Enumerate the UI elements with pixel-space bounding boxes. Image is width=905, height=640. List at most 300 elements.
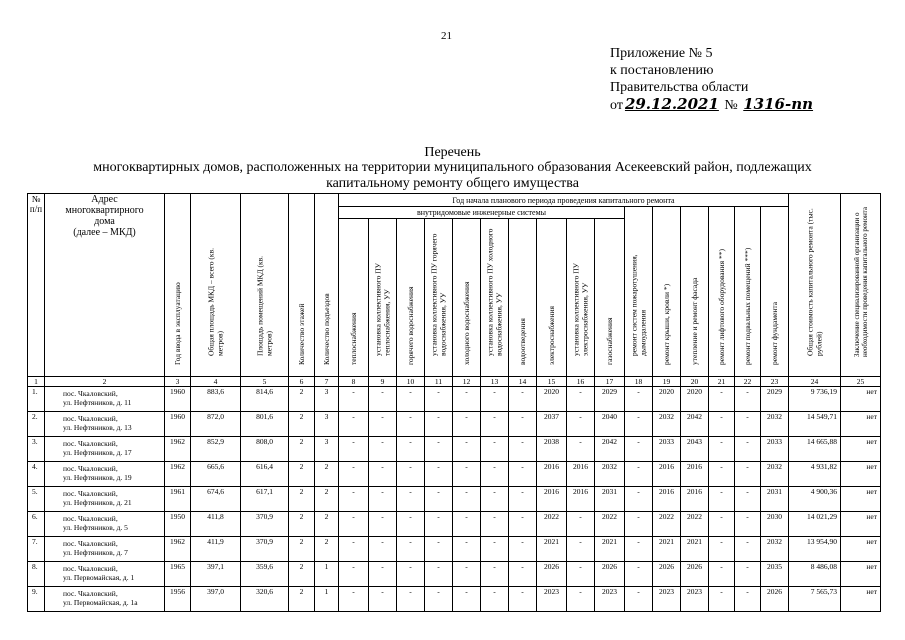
row-number: 7. bbox=[28, 537, 45, 562]
row-cell: - bbox=[481, 462, 509, 487]
row-address bbox=[45, 437, 165, 462]
row-cell: - bbox=[509, 412, 537, 437]
row-cell: 2 bbox=[289, 562, 315, 587]
row-cell: - bbox=[369, 562, 397, 587]
row-cell: 2026 bbox=[537, 562, 567, 587]
column-number-cell: 14 bbox=[509, 377, 537, 387]
row-number: 6. bbox=[28, 512, 45, 537]
row-cell: - bbox=[709, 512, 735, 537]
row-cell: нет bbox=[841, 487, 881, 512]
column-number-cell: 17 bbox=[595, 377, 625, 387]
row-cell: 1956 bbox=[165, 587, 191, 612]
row-cell: - bbox=[453, 512, 481, 537]
row-cell: - bbox=[509, 487, 537, 512]
row-cell: 1950 bbox=[165, 512, 191, 537]
address-settlement: пос. Чкаловский, bbox=[63, 489, 118, 498]
row-cell: 14 549,71 bbox=[789, 412, 841, 437]
table-row bbox=[28, 437, 881, 462]
row-cell: 2026 bbox=[761, 587, 789, 612]
row-cell: 2016 bbox=[653, 462, 681, 487]
row-cell: 2020 bbox=[653, 387, 681, 412]
row-address bbox=[45, 462, 165, 487]
row-cell: 814,6 bbox=[241, 387, 289, 412]
row-cell: - bbox=[453, 562, 481, 587]
column-numbers-row bbox=[28, 377, 881, 387]
header-c18: ремонт систем пожаротушения, дымоудаления bbox=[625, 207, 653, 377]
address-street: ул. Нефтяников, д. 11 bbox=[63, 398, 132, 407]
row-cell: 2021 bbox=[537, 537, 567, 562]
row-cell: 2032 bbox=[595, 462, 625, 487]
row-cell: 2 bbox=[289, 512, 315, 537]
row-cell: нет bbox=[841, 437, 881, 462]
address-street: ул. Нефтяников, д. 5 bbox=[63, 523, 128, 532]
header-c16: установка коллективного ПУ электроснабжения, УУ bbox=[567, 219, 595, 377]
row-cell: 2020 bbox=[681, 387, 709, 412]
appendix-line-2: к постановлению bbox=[610, 63, 714, 78]
row-cell: - bbox=[567, 437, 595, 462]
row-number: 8. bbox=[28, 562, 45, 587]
header-c23: ремонт фундамента bbox=[761, 207, 789, 377]
row-cell: 2 bbox=[289, 587, 315, 612]
row-number: 2. bbox=[28, 412, 45, 437]
row-cell: 2 bbox=[315, 537, 339, 562]
row-cell: 2 bbox=[289, 537, 315, 562]
address-street: ул. Нефтяников, д. 7 bbox=[63, 548, 128, 557]
row-cell: 9 736,19 bbox=[789, 387, 841, 412]
row-cell: 2026 bbox=[681, 562, 709, 587]
row-cell: - bbox=[397, 512, 425, 537]
column-number-cell: 1 bbox=[28, 377, 45, 387]
row-cell: 2022 bbox=[653, 512, 681, 537]
row-cell: 4 900,36 bbox=[789, 487, 841, 512]
row-cell: - bbox=[397, 537, 425, 562]
houses-table bbox=[27, 193, 881, 612]
row-cell: 397,1 bbox=[191, 562, 241, 587]
row-cell: - bbox=[735, 512, 761, 537]
row-cell: 883,6 bbox=[191, 387, 241, 412]
row-cell: 2023 bbox=[537, 587, 567, 612]
row-cell: 14 665,88 bbox=[789, 437, 841, 462]
doc-subtitle-1: многоквартирных домов, расположенных на территории муниципального образования Асекеевский район, подлежащих bbox=[93, 160, 812, 175]
row-cell: - bbox=[481, 537, 509, 562]
row-cell: - bbox=[339, 387, 369, 412]
row-cell: 2042 bbox=[681, 412, 709, 437]
row-cell: - bbox=[709, 587, 735, 612]
row-cell: 617,1 bbox=[241, 487, 289, 512]
row-cell: 2016 bbox=[537, 487, 567, 512]
row-cell: - bbox=[709, 562, 735, 587]
row-cell: - bbox=[625, 387, 653, 412]
row-cell: - bbox=[425, 512, 453, 537]
row-address bbox=[45, 412, 165, 437]
appendix-line-1: Приложение № 5 bbox=[610, 46, 713, 61]
row-cell: - bbox=[735, 437, 761, 462]
row-cell: 397,0 bbox=[191, 587, 241, 612]
row-cell: нет bbox=[841, 412, 881, 437]
header-floors: Количество этажей bbox=[289, 194, 315, 377]
row-cell: 2 bbox=[289, 437, 315, 462]
address-settlement: пос. Чкаловский, bbox=[63, 464, 118, 473]
table-row bbox=[28, 487, 881, 512]
appendix-line-3: Правительства области bbox=[610, 80, 749, 95]
row-number: 9. bbox=[28, 587, 45, 612]
header-c22: ремонт подвальных помещений ***) bbox=[735, 207, 761, 377]
column-number-cell: 5 bbox=[241, 377, 289, 387]
header-c17: газоснабжения bbox=[595, 219, 625, 377]
row-cell: 411,9 bbox=[191, 537, 241, 562]
row-cell: 2037 bbox=[537, 412, 567, 437]
column-number-cell: 2 bbox=[45, 377, 165, 387]
table-row bbox=[28, 587, 881, 612]
column-number-cell: 6 bbox=[289, 377, 315, 387]
row-cell: 3 bbox=[315, 437, 339, 462]
page-number: 21 bbox=[441, 30, 452, 42]
row-cell: 808,0 bbox=[241, 437, 289, 462]
row-cell: 2022 bbox=[681, 512, 709, 537]
row-cell: 359,6 bbox=[241, 562, 289, 587]
row-cell: 2031 bbox=[761, 487, 789, 512]
address-settlement: пос. Чкаловский, bbox=[63, 514, 118, 523]
column-number-cell: 9 bbox=[369, 377, 397, 387]
row-cell: 2 bbox=[315, 462, 339, 487]
row-number: 4. bbox=[28, 462, 45, 487]
row-cell: 1961 bbox=[165, 487, 191, 512]
row-cell: - bbox=[567, 387, 595, 412]
row-cell: 2026 bbox=[595, 562, 625, 587]
row-cell: 2032 bbox=[761, 412, 789, 437]
row-address bbox=[45, 512, 165, 537]
address-street: ул. Нефтяников, д. 13 bbox=[63, 423, 132, 432]
header-c8: теплоснабжения bbox=[339, 219, 369, 377]
row-cell: 674,6 bbox=[191, 487, 241, 512]
address-street: ул. Нефтяников, д. 19 bbox=[63, 473, 132, 482]
row-cell: - bbox=[339, 562, 369, 587]
row-cell: - bbox=[339, 412, 369, 437]
row-cell: - bbox=[453, 487, 481, 512]
address-street: ул. Нефтяников, д. 17 bbox=[63, 448, 132, 457]
row-cell: 2033 bbox=[653, 437, 681, 462]
row-cell: нет bbox=[841, 562, 881, 587]
row-cell: - bbox=[453, 387, 481, 412]
row-cell: - bbox=[425, 412, 453, 437]
row-cell: 616,4 bbox=[241, 462, 289, 487]
row-cell: - bbox=[397, 462, 425, 487]
header-c10: горячего водоснабжения bbox=[397, 219, 425, 377]
row-cell: нет bbox=[841, 587, 881, 612]
row-cell: - bbox=[625, 537, 653, 562]
row-address bbox=[45, 562, 165, 587]
column-number-cell: 25 bbox=[841, 377, 881, 387]
row-cell: - bbox=[735, 562, 761, 587]
row-cell: - bbox=[425, 562, 453, 587]
row-cell: - bbox=[567, 537, 595, 562]
row-cell: 2032 bbox=[653, 412, 681, 437]
row-cell: 7 565,73 bbox=[789, 587, 841, 612]
row-cell: 2030 bbox=[761, 512, 789, 537]
row-cell: 872,0 bbox=[191, 412, 241, 437]
address-street: ул. Первомайская, д. 1а bbox=[63, 598, 138, 607]
row-cell: - bbox=[509, 537, 537, 562]
header-total-cost: Общая стоимость капитального ремонта (тыс. рублей) bbox=[789, 194, 841, 377]
row-address bbox=[45, 487, 165, 512]
row-cell: 3 bbox=[315, 412, 339, 437]
row-cell: - bbox=[339, 512, 369, 537]
column-number-cell: 16 bbox=[567, 377, 595, 387]
row-cell: - bbox=[453, 537, 481, 562]
column-number-cell: 8 bbox=[339, 377, 369, 387]
row-cell: нет bbox=[841, 462, 881, 487]
address-settlement: пос. Чкаловский, bbox=[63, 414, 118, 423]
row-cell: - bbox=[397, 412, 425, 437]
row-cell: - bbox=[369, 537, 397, 562]
row-cell: 8 486,08 bbox=[789, 562, 841, 587]
row-cell: - bbox=[369, 512, 397, 537]
row-cell: - bbox=[481, 562, 509, 587]
row-number: 5. bbox=[28, 487, 45, 512]
address-settlement: пос. Чкаловский, bbox=[63, 589, 118, 598]
row-cell: - bbox=[369, 487, 397, 512]
row-cell: - bbox=[397, 587, 425, 612]
header-entrances: Количество подъездов bbox=[315, 194, 339, 377]
row-cell: - bbox=[567, 562, 595, 587]
row-cell: 2022 bbox=[537, 512, 567, 537]
row-cell: - bbox=[481, 412, 509, 437]
row-cell: - bbox=[425, 462, 453, 487]
column-number-cell: 3 bbox=[165, 377, 191, 387]
row-cell: - bbox=[339, 487, 369, 512]
row-cell: 801,6 bbox=[241, 412, 289, 437]
row-cell: 2023 bbox=[681, 587, 709, 612]
row-cell: - bbox=[481, 437, 509, 462]
row-cell: нет bbox=[841, 387, 881, 412]
row-cell: - bbox=[625, 437, 653, 462]
row-cell: - bbox=[453, 437, 481, 462]
row-cell: - bbox=[735, 587, 761, 612]
header-c12: холодного водоснабжения bbox=[453, 219, 481, 377]
row-cell: - bbox=[625, 462, 653, 487]
header-total-area: Общая площадь МКД – всего (кв. метров) bbox=[191, 194, 241, 377]
row-cell: - bbox=[567, 512, 595, 537]
row-cell: - bbox=[735, 537, 761, 562]
row-cell: 2042 bbox=[595, 437, 625, 462]
row-cell: - bbox=[453, 412, 481, 437]
row-cell: 2021 bbox=[681, 537, 709, 562]
row-cell: 2023 bbox=[595, 587, 625, 612]
row-cell: 3 bbox=[315, 387, 339, 412]
row-cell: - bbox=[735, 412, 761, 437]
row-cell: - bbox=[735, 387, 761, 412]
header-c13: установка коллективного ПУ холодного водоснабжения, УУ bbox=[481, 219, 509, 377]
table-row bbox=[28, 537, 881, 562]
row-cell: 2016 bbox=[653, 487, 681, 512]
row-cell: 2043 bbox=[681, 437, 709, 462]
header-c14: водоотведения bbox=[509, 219, 537, 377]
row-cell: - bbox=[425, 587, 453, 612]
row-cell: 852,9 bbox=[191, 437, 241, 462]
column-number-cell: 20 bbox=[681, 377, 709, 387]
row-address bbox=[45, 387, 165, 412]
header-conclusion: Заключение специализированной организации о необходимости проведения капитального ремонта bbox=[841, 194, 881, 377]
row-cell: - bbox=[339, 587, 369, 612]
row-address bbox=[45, 537, 165, 562]
row-cell: 2032 bbox=[761, 462, 789, 487]
appendix-date: 29.12.2021 bbox=[624, 95, 719, 113]
row-cell: - bbox=[397, 437, 425, 462]
row-cell: 1 bbox=[315, 587, 339, 612]
doc-subtitle-2: капитальному ремонту общего имущества bbox=[326, 176, 579, 191]
column-number-cell: 19 bbox=[653, 377, 681, 387]
row-cell: 4 931,82 bbox=[789, 462, 841, 487]
row-cell: - bbox=[709, 412, 735, 437]
row-cell: 2 bbox=[289, 412, 315, 437]
row-cell: 2021 bbox=[595, 537, 625, 562]
row-cell: 2040 bbox=[595, 412, 625, 437]
row-cell: нет bbox=[841, 512, 881, 537]
row-cell: - bbox=[509, 462, 537, 487]
address-settlement: пос. Чкаловский, bbox=[63, 564, 118, 573]
row-cell: - bbox=[481, 487, 509, 512]
row-cell: - bbox=[567, 587, 595, 612]
header-premises-area: Площадь помещений МКД (кв. метров) bbox=[241, 194, 289, 377]
row-cell: - bbox=[509, 562, 537, 587]
row-cell: - bbox=[709, 537, 735, 562]
column-number-cell: 11 bbox=[425, 377, 453, 387]
row-cell: - bbox=[509, 512, 537, 537]
row-cell: 1960 bbox=[165, 387, 191, 412]
row-cell: - bbox=[709, 487, 735, 512]
row-cell: 2023 bbox=[653, 587, 681, 612]
row-cell: - bbox=[425, 487, 453, 512]
table-row bbox=[28, 412, 881, 437]
row-cell: 1962 bbox=[165, 437, 191, 462]
row-cell: 2035 bbox=[761, 562, 789, 587]
header-c9: установка коллективного ПУ теплоснабжения, УУ bbox=[369, 219, 397, 377]
row-cell: - bbox=[397, 387, 425, 412]
appendix-line-4 bbox=[610, 96, 815, 114]
header-engineering-group: внутридомовые инженерные системы bbox=[339, 207, 625, 219]
column-number-cell: 13 bbox=[481, 377, 509, 387]
header-c21: ремонт лифтового оборудования **) bbox=[709, 207, 735, 377]
row-cell: 2 bbox=[315, 512, 339, 537]
row-cell: - bbox=[625, 487, 653, 512]
row-cell: - bbox=[397, 487, 425, 512]
row-cell: - bbox=[453, 587, 481, 612]
row-cell: 1962 bbox=[165, 462, 191, 487]
column-number-cell: 18 bbox=[625, 377, 653, 387]
column-number-cell: 23 bbox=[761, 377, 789, 387]
row-cell: 2029 bbox=[761, 387, 789, 412]
column-number-cell: 10 bbox=[397, 377, 425, 387]
row-cell: 14 021,29 bbox=[789, 512, 841, 537]
table-row bbox=[28, 512, 881, 537]
row-cell: нет bbox=[841, 537, 881, 562]
row-cell: 2032 bbox=[761, 537, 789, 562]
column-number-cell: 7 bbox=[315, 377, 339, 387]
table-row bbox=[28, 562, 881, 587]
row-cell: - bbox=[425, 437, 453, 462]
table-row bbox=[28, 462, 881, 487]
row-cell: 2016 bbox=[681, 462, 709, 487]
row-cell: - bbox=[339, 537, 369, 562]
row-cell: 2016 bbox=[567, 487, 595, 512]
row-cell: - bbox=[425, 387, 453, 412]
row-cell: 2016 bbox=[537, 462, 567, 487]
header-address: Адрес многоквартирного дома (далее – МКД) bbox=[45, 194, 165, 377]
column-number-cell: 24 bbox=[789, 377, 841, 387]
address-settlement: пос. Чкаловский, bbox=[63, 439, 118, 448]
row-cell: - bbox=[369, 587, 397, 612]
address-street: ул. Нефтяников, д. 21 bbox=[63, 498, 132, 507]
appendix-block bbox=[610, 45, 815, 114]
row-cell: 2020 bbox=[537, 387, 567, 412]
row-cell: - bbox=[369, 387, 397, 412]
row-cell: 1960 bbox=[165, 412, 191, 437]
row-cell: - bbox=[625, 512, 653, 537]
row-cell: - bbox=[625, 587, 653, 612]
address-settlement: пос. Чкаловский, bbox=[63, 389, 118, 398]
row-cell: - bbox=[709, 462, 735, 487]
header-year-built: Год ввода в эксплуатацию bbox=[165, 194, 191, 377]
row-cell: - bbox=[339, 437, 369, 462]
row-cell: - bbox=[567, 412, 595, 437]
row-cell: 2016 bbox=[567, 462, 595, 487]
row-cell: 370,9 bbox=[241, 512, 289, 537]
header-c20: утепление и ремонт фасада bbox=[681, 207, 709, 377]
column-number-cell: 21 bbox=[709, 377, 735, 387]
header-c15: электроснабжения bbox=[537, 219, 567, 377]
row-cell: 2029 bbox=[595, 387, 625, 412]
row-cell: 370,9 bbox=[241, 537, 289, 562]
row-cell: 13 954,90 bbox=[789, 537, 841, 562]
row-cell: - bbox=[425, 537, 453, 562]
column-number-cell: 12 bbox=[453, 377, 481, 387]
doc-title: Перечень bbox=[424, 145, 481, 160]
header-c19: ремонт крыши, кровли *) bbox=[653, 207, 681, 377]
row-cell: 2 bbox=[315, 487, 339, 512]
address-street: ул. Первомайская, д. 1 bbox=[63, 573, 135, 582]
row-cell: - bbox=[735, 487, 761, 512]
row-cell: 2 bbox=[289, 487, 315, 512]
appendix-prefix: от bbox=[610, 98, 623, 113]
appendix-no-label: № bbox=[724, 98, 738, 113]
row-cell: 2031 bbox=[595, 487, 625, 512]
column-number-cell: 4 bbox=[191, 377, 241, 387]
row-cell: - bbox=[369, 462, 397, 487]
row-cell: 1 bbox=[315, 562, 339, 587]
address-settlement: пос. Чкаловский, bbox=[63, 539, 118, 548]
row-cell: - bbox=[481, 587, 509, 612]
row-cell: - bbox=[481, 512, 509, 537]
row-cell: - bbox=[625, 562, 653, 587]
row-cell: - bbox=[509, 587, 537, 612]
row-cell: 2022 bbox=[595, 512, 625, 537]
row-number: 1. bbox=[28, 387, 45, 412]
header-num: № п/п bbox=[28, 194, 45, 377]
row-cell: - bbox=[509, 437, 537, 462]
row-cell: - bbox=[735, 462, 761, 487]
row-address bbox=[45, 587, 165, 612]
row-cell: - bbox=[625, 412, 653, 437]
appendix-number: 1316-пп bbox=[743, 95, 814, 113]
row-cell: - bbox=[369, 437, 397, 462]
row-cell: 2021 bbox=[653, 537, 681, 562]
row-cell: 1962 bbox=[165, 537, 191, 562]
row-cell: 2038 bbox=[537, 437, 567, 462]
row-cell: - bbox=[509, 387, 537, 412]
header-period-group: Год начала планового периода проведения капитального ремонта bbox=[339, 194, 789, 207]
row-cell: - bbox=[339, 462, 369, 487]
column-number-cell: 15 bbox=[537, 377, 567, 387]
